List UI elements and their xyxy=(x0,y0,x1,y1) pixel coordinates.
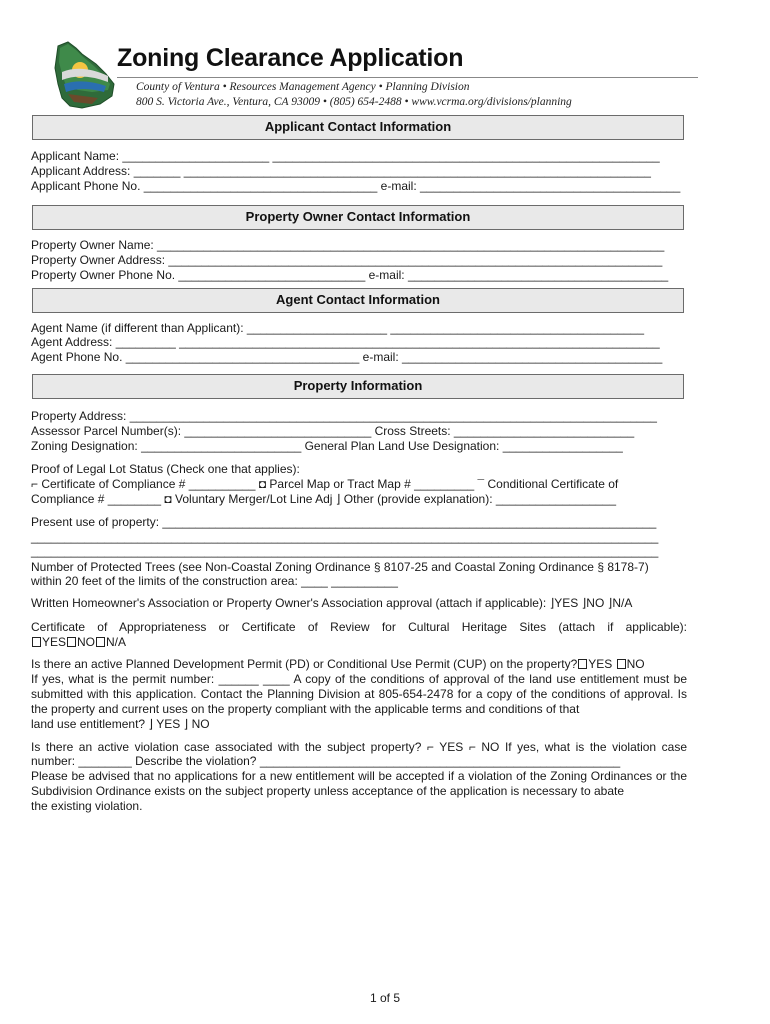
coa-options xyxy=(31,635,126,650)
agent-name-field[interactable]: Agent Name (if different than Applicant): _____________________ ______________________________________ xyxy=(31,321,644,335)
legal-lot-options-2[interactable]: Compliance # ________ ◘ Voluntary Merger/Lot Line Adj ⌋ Other (provide explanation): __________________ xyxy=(31,492,616,506)
pd-no-label: NO xyxy=(626,657,645,671)
violation-number-field[interactable]: number: ________ Describe the violation? ______________________________________________________ xyxy=(31,754,621,768)
owner-phone-email-field[interactable]: Property Owner Phone No. ____________________________ e-mail: _______________________________________ xyxy=(31,268,669,282)
applicant-address-field[interactable]: Applicant Address: _______ ______________________________________________________________________ xyxy=(31,164,651,178)
coa-no-label: NO xyxy=(77,635,96,649)
section-agent-heading: Agent Contact Information xyxy=(32,288,684,313)
owner-name-field[interactable]: Property Owner Name: ____________________________________________________________________________ xyxy=(31,238,665,252)
title-divider xyxy=(117,77,698,78)
coa-text: Certificate of Appropriateness or Certificate of Review for Cultural Heritage Sites (attach if applicable): xyxy=(31,620,687,634)
protected-trees-field[interactable]: within 20 feet of the limits of the construction area: ____ __________ xyxy=(31,574,398,588)
pd-yes-label: YES xyxy=(588,657,613,671)
applicant-phone-email-field[interactable]: Applicant Phone No. ___________________________________ e-mail: _______________________________________ xyxy=(31,179,681,193)
present-use-field[interactable]: Present use of property: __________________________________________________________________________ xyxy=(31,515,657,529)
page-number: 1 of 5 xyxy=(369,991,401,1005)
hoa-approval-options[interactable]: Written Homeowner's Association or Property Owner's Association approval (attach if applicable): ⌋YES ⌋NO ⌋N/A xyxy=(31,596,633,610)
address-line: 800 S. Victoria Ave., Ventura, CA 93009 • (805) 654-2488 • www.vcrma.org/divisions/planning xyxy=(136,96,572,108)
section-applicant-heading: Applicant Contact Information xyxy=(32,115,684,140)
protected-trees-text: Number of Protected Trees (see Non-Coastal Zoning Ordinance § 8107-25 and Coastal Zoning Ordinance § 8178-7) xyxy=(31,560,649,574)
pd-question-text: Is there an active Planned Development Permit (PD) or Conditional Use Permit (CUP) on the property? xyxy=(31,657,578,671)
zoning-designation-field[interactable]: Zoning Designation: ________________________ General Plan Land Use Designation: __________________ xyxy=(31,439,623,453)
pd-compliance-options[interactable]: land use entitlement? ⌋ YES ⌋ NO xyxy=(31,717,210,731)
present-use-blank-1[interactable]: ______________________________________________________________________________________________ xyxy=(31,530,659,544)
checkbox-icon[interactable] xyxy=(67,637,76,647)
legal-lot-title: Proof of Legal Lot Status (Check one that applies): xyxy=(31,462,300,476)
violation-notice: Please be advised that no applications for a new entitlement will be accepted if a violation of the Zoning Ordinances or the Subdivision Ordinance exists on the subject property unless acceptance of the application is necessary to abate xyxy=(31,769,687,798)
present-use-blank-2[interactable]: ______________________________________________________________________________________________ xyxy=(31,544,659,558)
checkbox-icon[interactable] xyxy=(32,637,41,647)
county-seal-icon xyxy=(52,40,118,112)
agency-line: County of Ventura • Resources Management Agency • Planning Division xyxy=(136,81,470,93)
coa-yes-label: YES xyxy=(42,635,67,649)
pd-paragraph: If yes, what is the permit number: ______ ____ A copy of the conditions of approval of the land use entitlement must be submitted with this application. Contact the Planning Division at 805-654-2478 for a copy of the conditions of approval. Is the property and current uses on the property compliant with the applicable terms and conditions of that xyxy=(31,672,687,716)
section-property-heading: Property Information xyxy=(32,374,684,399)
section-owner-heading: Property Owner Contact Information xyxy=(32,205,684,230)
coa-na-label: N/A xyxy=(106,635,127,649)
legal-lot-options-1[interactable]: ⌐ Certificate of Compliance # __________ ◘ Parcel Map or Tract Map # _________ ¯ Conditional Certificate of xyxy=(31,477,619,491)
agent-phone-email-field[interactable]: Agent Phone No. ___________________________________ e-mail: _______________________________________ xyxy=(31,350,663,364)
applicant-name-field[interactable]: Applicant Name: ______________________ __________________________________________________________ xyxy=(31,149,660,163)
checkbox-icon[interactable] xyxy=(96,637,105,647)
owner-address-field[interactable]: Property Owner Address: __________________________________________________________________________ xyxy=(31,253,663,267)
parcel-cross-streets-field[interactable]: Assessor Parcel Number(s): ____________________________ Cross Streets: ___________________________ xyxy=(31,424,635,438)
checkbox-icon[interactable] xyxy=(578,659,587,669)
checkbox-icon[interactable] xyxy=(617,659,626,669)
agent-address-field[interactable]: Agent Address: _________ ________________________________________________________________________ xyxy=(31,335,660,349)
page-title: Zoning Clearance Application xyxy=(117,44,464,72)
violation-question[interactable]: Is there an active violation case associated with the subject property? ⌐ YES ⌐ NO If yes, what is the violation case xyxy=(31,740,687,754)
pd-question xyxy=(31,657,645,672)
property-address-field[interactable]: Property Address: _______________________________________________________________________________ xyxy=(31,409,657,423)
violation-notice-end: the existing violation. xyxy=(31,799,143,813)
